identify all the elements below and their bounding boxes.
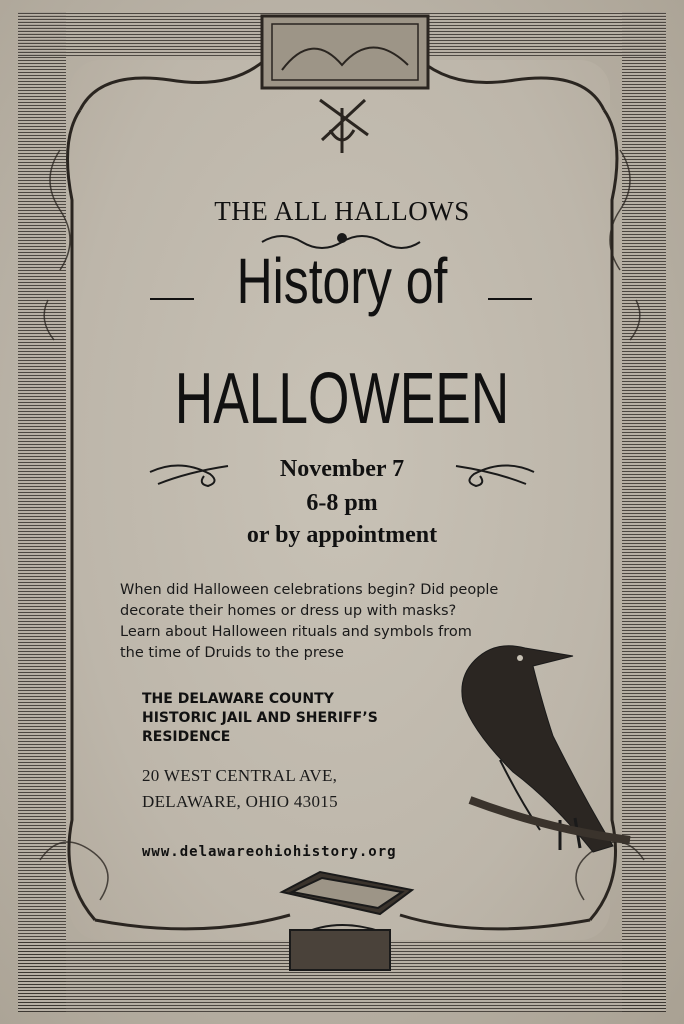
venue-name (142, 690, 442, 747)
venue-line: HISTORIC JAIL AND SHERIFF’S (142, 710, 378, 726)
website-link[interactable]: www.delawareohiohistory.org (142, 844, 397, 860)
event-date: November 7 (279, 456, 405, 482)
venue-line: RESIDENCE (142, 729, 231, 745)
heading-small: THE ALL HALLOWS (214, 196, 470, 226)
event-time: 6-8 pm (306, 490, 378, 516)
dash-right (488, 298, 532, 300)
heading-history: History of (236, 245, 448, 317)
description: When did Halloween celebrations begin? Did people decorate their homes or dress up with masks? Learn about Halloween rituals and symbols from the time of Druids to the prese (120, 582, 499, 661)
heading-halloween: HALLOWEEN (174, 359, 510, 439)
event-appointment: or by appointment (246, 522, 438, 548)
address-street: 20 WEST CENTRAL AVE, (142, 766, 338, 785)
venue-line: THE DELAWARE COUNTY (142, 691, 334, 707)
address-city: DELAWARE, OHIO 43015 (142, 792, 338, 811)
